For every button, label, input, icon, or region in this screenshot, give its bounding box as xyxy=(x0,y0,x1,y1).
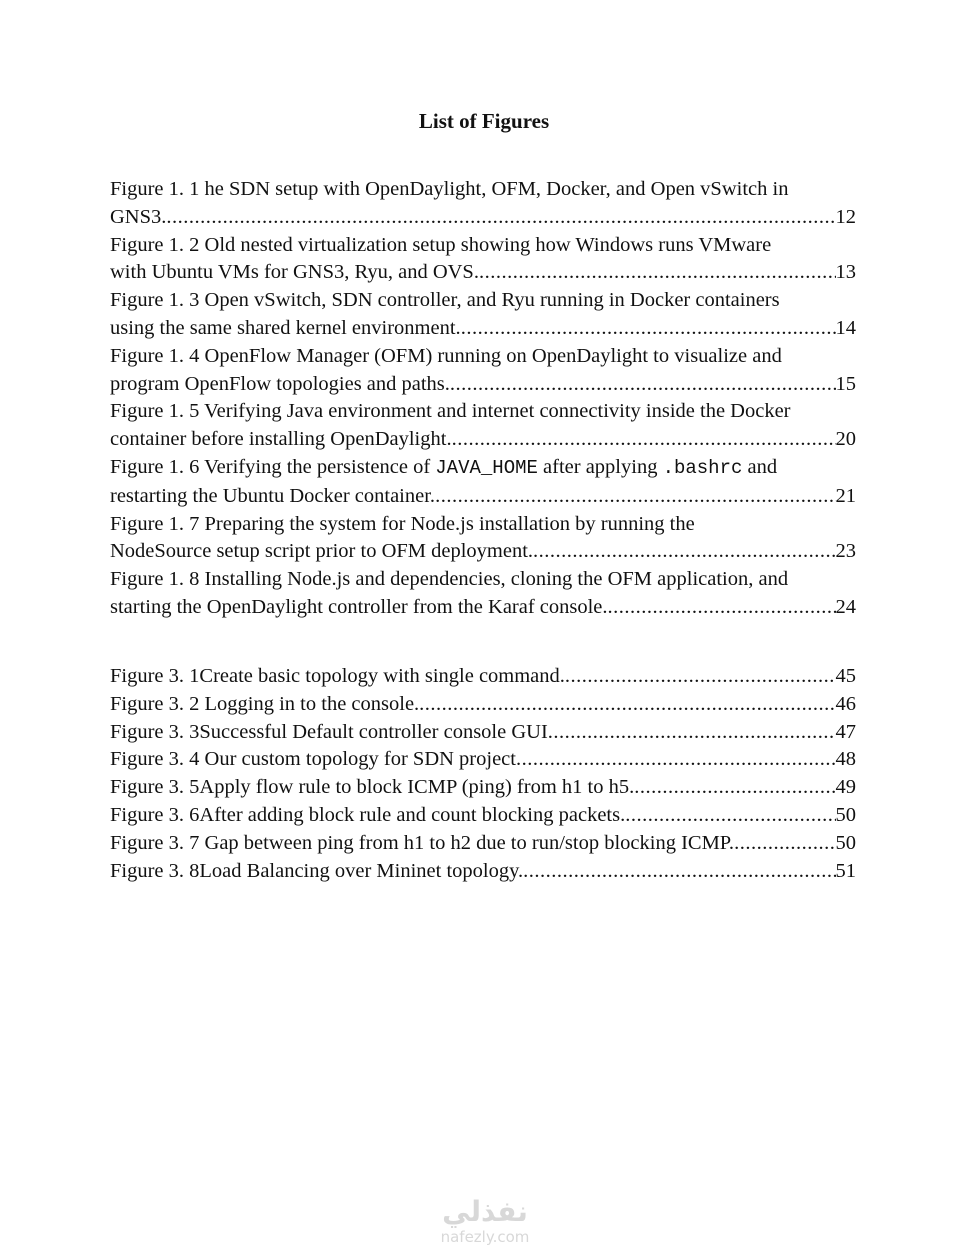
watermark-logo xyxy=(420,1196,550,1246)
entry-caption: Figure 3. 7 Gap between ping from h1 to h2 due to run/stop blocking ICMP. xyxy=(110,831,735,854)
dot-leader xyxy=(608,594,836,622)
code-java-home: JAVA_HOME xyxy=(435,456,538,479)
entry-caption-line2: using the same shared kernel environment. xyxy=(110,316,461,339)
figure-entry-3-2[interactable] xyxy=(110,691,856,719)
dot-leader xyxy=(734,830,835,858)
dot-leader xyxy=(625,802,835,830)
figure-entry-1-8[interactable] xyxy=(110,566,856,622)
figure-entry-1-3[interactable] xyxy=(110,287,856,343)
dot-leader xyxy=(548,719,836,747)
entry-caption-line2: program OpenFlow topologies and paths. xyxy=(110,372,450,395)
figure-entry-3-4[interactable] xyxy=(110,746,856,774)
caption-text: after applying xyxy=(537,455,663,478)
entry-caption-line2: restarting the Ubuntu Docker container. xyxy=(110,484,436,507)
code-bashrc: .bashrc xyxy=(662,456,743,479)
page-number: 51 xyxy=(835,859,856,882)
figure-entry-1-7[interactable] xyxy=(110,511,856,567)
dot-leader xyxy=(450,371,836,399)
dot-leader xyxy=(461,315,836,343)
dot-leader xyxy=(435,483,835,511)
figure-entry-1-1[interactable] xyxy=(110,176,856,232)
caption-text: and xyxy=(742,455,778,478)
entry-caption-line1: Figure 1. 2 Old nested virtualization setup showing how Windows runs VMware xyxy=(110,233,772,256)
entry-caption-line2: starting the OpenDaylight controller from the Karaf console. xyxy=(110,595,608,618)
page-number: 21 xyxy=(835,484,856,507)
figure-entry-3-6[interactable] xyxy=(110,802,856,830)
page-number: 13 xyxy=(835,261,856,284)
page-number: 45 xyxy=(835,665,856,687)
caption-text: Figure 1. 6 Verifying the persistence of xyxy=(110,455,436,478)
entry-caption: Figure 3. 8Load Balancing over Mininet topology. xyxy=(110,859,524,882)
dot-leader xyxy=(479,259,836,287)
page-number: 46 xyxy=(835,692,856,715)
dot-leader xyxy=(452,426,836,454)
page-number: 24 xyxy=(835,595,856,618)
entry-caption-line2: NodeSource setup script prior to OFM deployment. xyxy=(110,540,534,563)
entry-caption-line1: Figure 1. 8 Installing Node.js and dependencies, cloning the OFM application, and xyxy=(110,568,789,591)
dot-leader xyxy=(166,204,835,232)
figure-list-chapter-1 xyxy=(110,176,856,622)
page-number: 47 xyxy=(835,720,856,743)
figure-entry-3-5[interactable] xyxy=(110,774,856,802)
figure-entry-3-7[interactable] xyxy=(110,830,856,858)
page-number: 12 xyxy=(835,205,856,228)
entry-caption: Figure 3. 5Apply flow rule to block ICMP (ping) from h1 to h5. xyxy=(110,776,635,799)
entry-caption-line1: Figure 1. 5 Verifying Java environment and internet connectivity inside the Docker xyxy=(110,400,791,423)
dot-leader xyxy=(516,746,836,774)
figure-entry-1-4[interactable] xyxy=(110,343,856,399)
entry-caption: Figure 3. 6After adding block rule and count blocking packets. xyxy=(110,803,626,826)
entry-caption-line2: with Ubuntu VMs for GNS3, Ryu, and OVS. xyxy=(110,261,479,284)
page-number: 50 xyxy=(835,831,856,854)
figure-entry-1-6[interactable] xyxy=(110,454,856,511)
dot-leader xyxy=(523,858,835,886)
page-number: 15 xyxy=(835,372,856,395)
page-number: 23 xyxy=(835,540,856,563)
page-number: 14 xyxy=(835,316,856,339)
page-number: 48 xyxy=(835,748,856,771)
dot-leader xyxy=(533,538,835,566)
page-number: 49 xyxy=(835,776,856,799)
figure-entry-3-3[interactable] xyxy=(110,719,856,747)
entry-caption-line1 xyxy=(110,454,856,483)
figure-entry-1-2[interactable] xyxy=(110,232,856,288)
page-number: 20 xyxy=(835,428,856,451)
watermark-arabic-text: نفذلي xyxy=(442,1195,528,1228)
entry-caption-line2: GNS3. xyxy=(110,205,167,228)
entry-caption: Figure 3. 1Create basic topology with single command. xyxy=(110,665,565,687)
entry-caption-line1: Figure 1. 3 Open vSwitch, SDN controller, and Ryu running in Docker containers xyxy=(110,289,780,312)
dot-leader xyxy=(565,663,836,691)
page-title: List of Figures xyxy=(418,109,550,133)
entry-caption-line1: Figure 1. 7 Preparing the system for Node.js installation by running the xyxy=(110,512,695,535)
dot-leader xyxy=(419,691,835,719)
entry-caption: Figure 3. 2 Logging in to the console. xyxy=(110,692,420,715)
figure-entry-1-5[interactable] xyxy=(110,398,856,454)
entry-caption-line1: Figure 1. 1 he SDN setup with OpenDaylight, OFM, Docker, and Open vSwitch in xyxy=(110,178,789,200)
figure-list-chapter-3 xyxy=(110,663,856,885)
watermark-domain-text: nafezly.com xyxy=(440,1228,530,1246)
entry-caption-line2: container before installing OpenDaylight. xyxy=(110,428,452,451)
figure-entry-3-8[interactable] xyxy=(110,858,856,886)
entry-caption: Figure 3. 3Successful Default controller console GUI xyxy=(110,720,548,743)
entry-caption-line1: Figure 1. 4 OpenFlow Manager (OFM) running on OpenDaylight to visualize and xyxy=(110,344,782,367)
dot-leader xyxy=(634,774,835,802)
figure-entry-3-1[interactable] xyxy=(110,663,856,691)
entry-caption: Figure 3. 4 Our custom topology for SDN project xyxy=(110,748,516,771)
page-number: 50 xyxy=(835,803,856,826)
